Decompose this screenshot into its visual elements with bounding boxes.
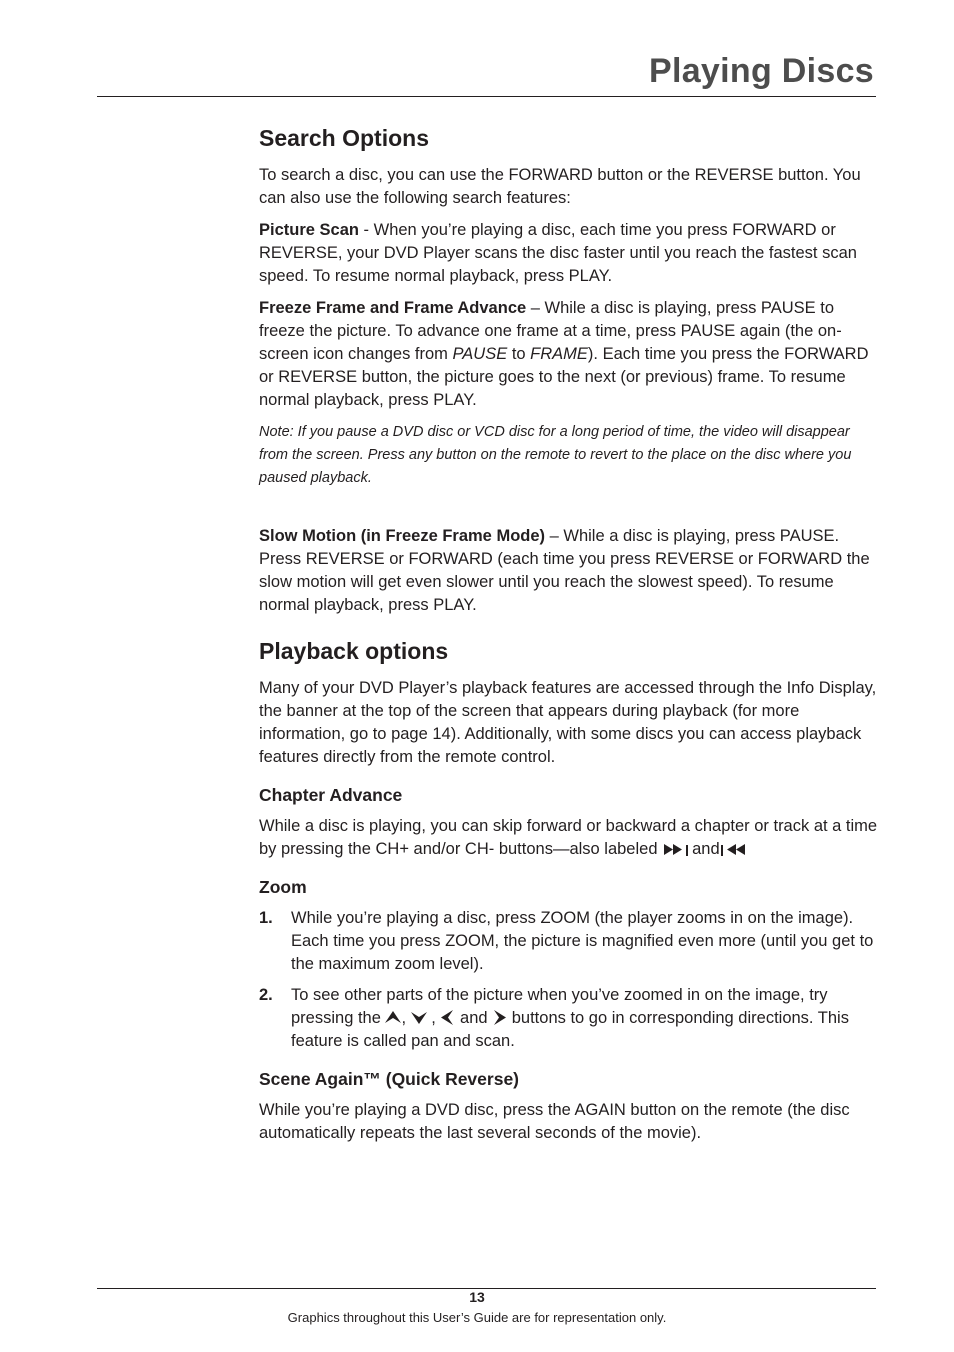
- slow-motion-text: – While a disc is playing, press PAUSE. Press REVERSE or FORWARD (each time you press REVERSE or FORWARD the slow motion will get even slower until you reach the slowest speed). To resume normal playback, press PLAY.: [259, 527, 870, 614]
- freeze-text-2: ). Each time you press the FORWARD or REVERSE button, the picture goes to the next (or previous) frame. To resume normal playback, press PLAY.: [259, 345, 869, 409]
- picture-scan-label: Picture Scan: [259, 221, 359, 239]
- freeze-text-1: – While a disc is playing, press PAUSE to freeze the picture. To advance one frame at a time, press PAUSE again (the on-screen icon changes from: [259, 299, 842, 363]
- pause-note: Note: If you pause a DVD disc or VCD disc for a long period of time, the video will disappear from the screen. Press any button on the remote to revert to the place on the disc where you paused playback.: [259, 424, 852, 486]
- footer-note: Graphics throughout this User’s Guide are for representation only.: [287, 1310, 667, 1325]
- search-intro: To search a disc, you can use the FORWARD button or the REVERSE button. You can also use the following search features:: [259, 166, 861, 207]
- zoom-heading: Zoom: [259, 877, 307, 897]
- and: and: [455, 1009, 493, 1027]
- scene-again-paragraph: While you’re playing a DVD disc, press the AGAIN button on the remote (the disc automatically repeats the last several seconds of the movie).: [259, 1101, 850, 1142]
- freeze-frame-term: FRAME: [530, 345, 588, 363]
- zoom-step-2: [259, 984, 879, 1053]
- comma: ,: [431, 1009, 436, 1027]
- header-rule: [97, 96, 876, 97]
- chapter-advance-heading: Chapter Advance: [259, 785, 403, 805]
- arrow-up-icon: [385, 1011, 401, 1025]
- freeze-pause-term: PAUSE: [452, 345, 508, 363]
- freeze-frame-label: Freeze Frame and Frame Advance: [259, 299, 527, 317]
- page-title: Playing Discs: [649, 52, 874, 90]
- picture-scan-text: - When you’re playing a disc, each time you press FORWARD or REVERSE, your DVD Player scans the disc faster until you reach the fastest scan speed. To resume normal playback, press PLAY.: [259, 221, 857, 285]
- step-text-pre: To see other parts of the picture when you’ve zoomed in on the image, try pressing the: [291, 986, 828, 1027]
- zoom-steps: [259, 907, 879, 1053]
- step-number: 1.: [259, 909, 273, 927]
- slow-motion-label: Slow Motion (in Freeze Frame Mode): [259, 527, 546, 545]
- main-content: [259, 122, 879, 1154]
- arrow-down-icon: [411, 1011, 427, 1025]
- search-options-heading: Search Options: [259, 125, 429, 151]
- zoom-step-1: [259, 907, 879, 976]
- playback-intro: Many of your DVD Player’s playback features are accessed through the Info Display, the banner at the top of the screen that appears during playback (for more information, go to page 14). Additionally, with some discs you can access playback features directly from the remote control.: [259, 679, 877, 766]
- scene-again-heading: Scene Again™ (Quick Reverse): [259, 1069, 520, 1089]
- freeze-frame-paragraph: [259, 297, 879, 412]
- picture-scan-paragraph: [259, 219, 879, 288]
- arrow-left-icon: [440, 1010, 455, 1025]
- arrow-right-icon: [492, 1010, 507, 1025]
- playback-options-heading: Playback options: [259, 638, 449, 664]
- step-text-post: buttons to go in corresponding directions. This feature is called pan and scan.: [291, 1009, 849, 1050]
- step-text: While you’re playing a disc, press ZOOM (the player zooms in on the image). Each time you press ZOOM, the picture is magnified even more (until you get to the maximum zoom level).: [291, 909, 874, 973]
- chapter-and: and: [692, 840, 720, 858]
- comma: ,: [401, 1009, 407, 1027]
- freeze-to: to: [507, 345, 531, 363]
- slow-motion-paragraph: [259, 525, 879, 617]
- chapter-advance-paragraph: [259, 815, 879, 861]
- skip-back-icon: [720, 843, 750, 856]
- chapter-advance-text: While a disc is playing, you can skip forward or backward a chapter or track at a time by pressing the CH+ and/or CH- buttons—also labeled: [259, 817, 878, 858]
- step-number: 2.: [259, 986, 273, 1004]
- page-number: 13: [469, 1289, 485, 1305]
- skip-forward-icon: [662, 843, 692, 856]
